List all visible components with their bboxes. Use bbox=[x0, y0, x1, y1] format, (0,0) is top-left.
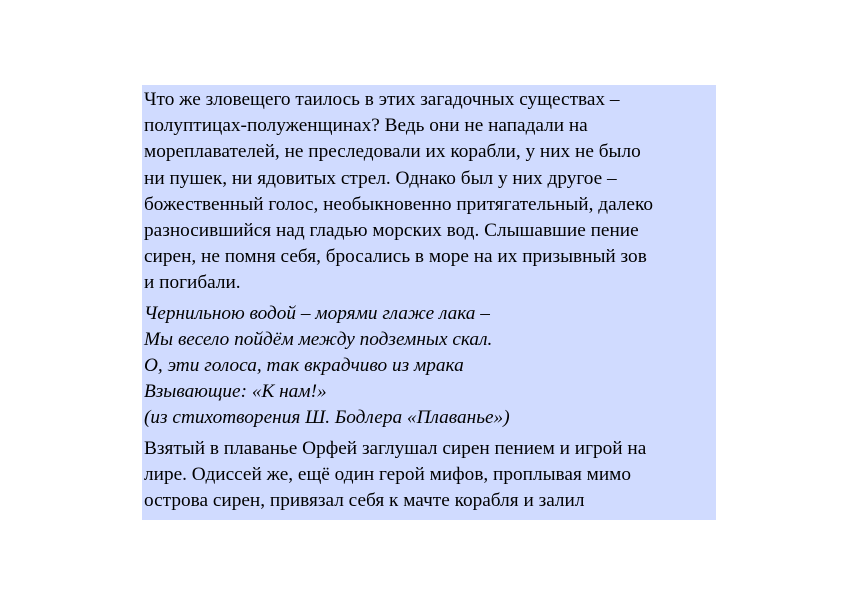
paragraph-2 bbox=[144, 436, 716, 515]
text-line: Что же зловещего таилось в этих загадочных существах – bbox=[144, 89, 620, 110]
poem-line: Чернильною водой – морями глаже лака – bbox=[144, 302, 490, 324]
text-line: разносившийся над гладью морских вод. Слышавшие пение bbox=[144, 220, 639, 242]
text-line: Взятый в плаванье Орфей заглушал сирен пением и игрой на bbox=[144, 437, 647, 459]
text-line: лире. Одиссей же, ещё один герой мифов, проплывая мимо bbox=[144, 463, 632, 485]
poem-line: Взывающие: «К нам!» bbox=[144, 381, 327, 403]
text-line: ни пушек, ни ядовитых стрел. Однако был у них другое – bbox=[144, 167, 617, 189]
text-line: острова сирен, привязал себя к мачте корабля и залил bbox=[144, 490, 585, 512]
text-line: сирен, не помня себя, бросались в море на их призывный зов bbox=[144, 246, 647, 268]
paragraph-1 bbox=[144, 87, 716, 297]
poem-quote bbox=[144, 301, 716, 432]
poem-line: О, эти голоса, так вкрадчиво из мрака bbox=[144, 355, 464, 377]
poem-line: Мы весело пойдём между подземных скал. bbox=[144, 328, 493, 350]
text-line: мореплавателей, не преследовали их корабли, у них не было bbox=[144, 141, 641, 163]
text-line: полуптицах-полуженщинах? Ведь они не нападали на bbox=[144, 115, 588, 137]
text-box bbox=[142, 85, 716, 520]
text-line: божественный голос, необыкновенно притягательный, далеко bbox=[144, 193, 654, 215]
poem-attribution: (из стихотворения Ш. Бодлера «Плаванье») bbox=[144, 407, 510, 429]
text-line: и погибали. bbox=[144, 272, 241, 294]
